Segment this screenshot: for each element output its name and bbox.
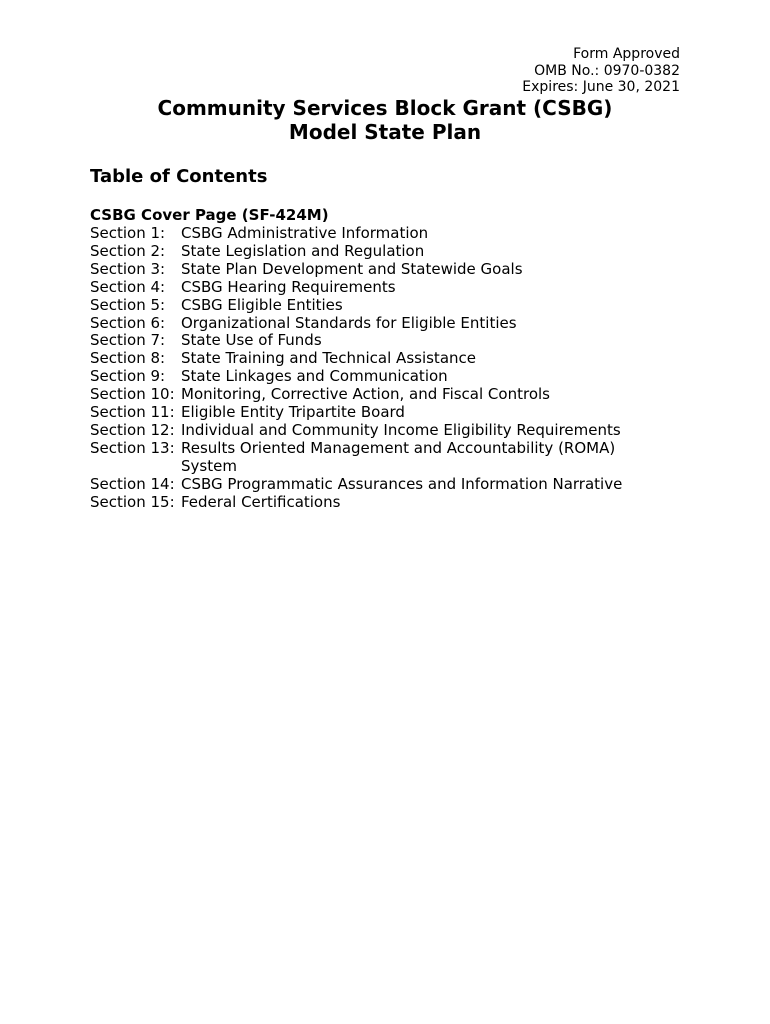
toc-section-title: Eligible Entity Tripartite Board xyxy=(181,403,405,422)
toc-section-title: Monitoring, Corrective Action, and Fiscal Controls xyxy=(181,385,550,404)
toc-section-title: State Use of Funds xyxy=(181,331,322,350)
toc-section-list xyxy=(90,225,690,512)
toc-section-title: Organizational Standards for Eligible Entities xyxy=(181,313,517,332)
toc-entry xyxy=(90,332,690,350)
toc-section-number: Section 7: xyxy=(90,331,166,350)
expiration-date-text: Expires: June 30, 2021 xyxy=(522,79,680,95)
toc-section-number: Section 1: xyxy=(90,224,166,242)
toc-section-number: Section 6: xyxy=(90,313,166,332)
toc-section-number: Section 14: xyxy=(90,474,175,493)
toc-heading: Table of Contents xyxy=(90,166,268,187)
document-title-line-1: Community Services Block Grant (CSBG) xyxy=(157,96,613,120)
toc-section-title: CSBG Programmatic Assurances and Information Narrative xyxy=(181,474,623,493)
toc-entry xyxy=(90,261,690,279)
toc-entry xyxy=(90,494,690,512)
toc-section-number: Section 11: xyxy=(90,403,175,422)
document-title xyxy=(0,96,770,144)
toc-section-title: Federal Certifications xyxy=(181,492,341,511)
toc-entry xyxy=(90,440,690,476)
toc-section-number: Section 2: xyxy=(90,241,166,260)
omb-number-text: OMB No.: 0970-0382 xyxy=(534,62,680,79)
toc-section-title: CSBG Administrative Information xyxy=(181,224,429,242)
toc-entry xyxy=(90,279,690,297)
toc-entry xyxy=(90,315,690,333)
toc-section-number: Section 8: xyxy=(90,349,166,368)
toc-section-number: Section 5: xyxy=(90,295,166,314)
toc-section-number: Section 9: xyxy=(90,367,166,386)
toc-entry xyxy=(90,404,690,422)
toc-section-number: Section 13: xyxy=(90,438,175,457)
toc-entry xyxy=(90,297,690,315)
toc-section-number: Section 12: xyxy=(90,420,175,439)
toc-entry xyxy=(90,476,690,494)
toc-section-number: Section 3: xyxy=(90,259,166,278)
toc-entry xyxy=(90,350,690,368)
toc-section-title: Individual and Community Income Eligibility Requirements xyxy=(181,420,621,439)
toc-section-title: State Plan Development and Statewide Goals xyxy=(181,259,523,278)
toc-entry xyxy=(90,243,690,261)
toc-cover-page-entry: CSBG Cover Page (SF-424M) xyxy=(90,206,329,224)
toc-section-number: Section 10: xyxy=(90,385,175,404)
toc-section-title: Results Oriented Management and Accountability (ROMA) System xyxy=(181,438,616,475)
toc-section-number: Section 15: xyxy=(90,492,175,511)
toc-entry xyxy=(90,368,690,386)
toc-section-title: State Legislation and Regulation xyxy=(181,241,425,260)
toc-section-title: CSBG Hearing Requirements xyxy=(181,277,396,296)
document-title-line-2: Model State Plan xyxy=(288,120,482,144)
toc-section-title: State Training and Technical Assistance xyxy=(181,349,476,368)
form-approved-text: Form Approved xyxy=(573,46,680,62)
toc-section-title: CSBG Eligible Entities xyxy=(181,295,343,314)
toc-entry xyxy=(90,225,690,243)
toc-section-title: State Linkages and Communication xyxy=(181,367,448,386)
toc-entry xyxy=(90,386,690,404)
toc-section-number: Section 4: xyxy=(90,277,166,296)
omb-approval-block xyxy=(522,46,680,96)
toc-entry xyxy=(90,422,690,440)
